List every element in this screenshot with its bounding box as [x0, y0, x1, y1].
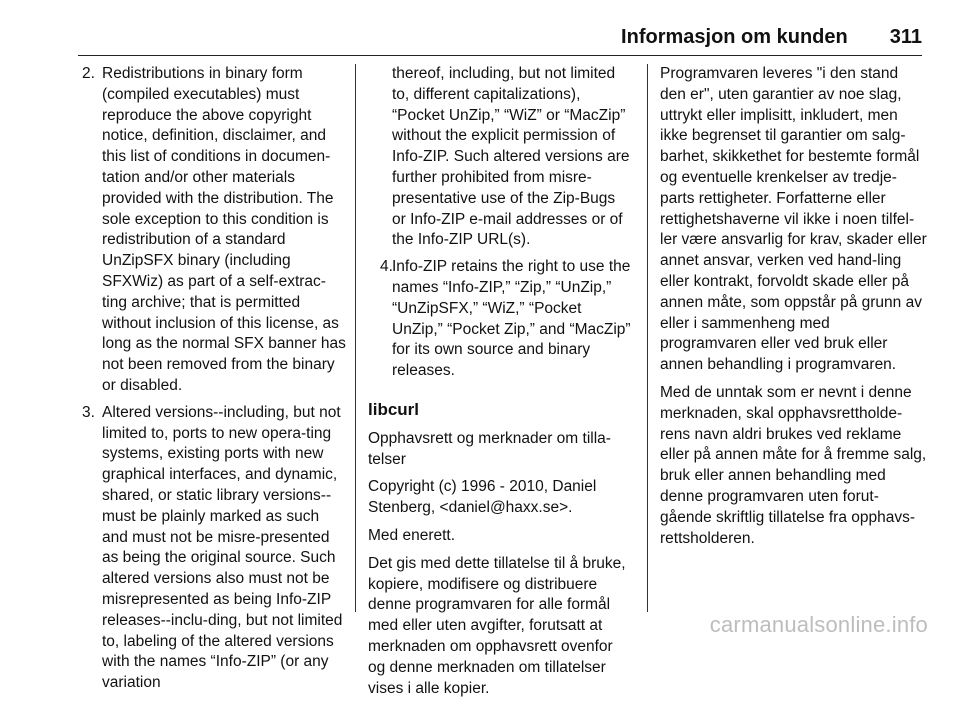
page-title: Informasjon om kunden [621, 25, 848, 48]
watermark: carmanualsonline.info [709, 612, 928, 637]
column-2 [368, 64, 633, 706]
page-header [355, 24, 922, 50]
column-divider-1 [355, 64, 356, 612]
list-item-3-continued: thereof, including, but not limited to, different capitalizations), “Pocket UnZip,” “WiZ” or “MacZip” without the explicit permission of Info-ZIP. Such altered versions are further prohibited from misre-presentative use of the Zip-Bugs or Info-ZIP e-mail addresses or of the Info-ZIP URL(s). [392, 65, 630, 249]
list-item-text: Redistributions in binary form (compiled executables) must reproduce the above copyright notice, definition, disclaimer, and this list of conditions in documen-tation and/or other materials provided with the distribution. The sole exception to this condition is redistribution of a standard UnZipSFX binary (including SFXWiz) as part of a self-extrac-ting archive; that is permitted without inclusion of this license, as long as the normal SFX banner has not been removed from the binary or disabled. [102, 65, 346, 394]
list-number: 3. [82, 403, 95, 421]
paragraph: Opphavsrett og merknader om tilla-telser [368, 429, 611, 468]
paragraph: Copyright (c) 1996 - 2010, Daniel Stenberg, <daniel@haxx.se>. [368, 478, 597, 517]
list-item-3 [78, 403, 346, 694]
list-item-4 [368, 257, 633, 382]
column-1 [78, 64, 346, 694]
header-rule [78, 55, 922, 56]
page-number: 311 [889, 25, 922, 48]
paragraph: Programvaren leveres "i den stand den er", uten garantier av noe slag, uttrykt eller implisitt, inkludert, men ikke begrenset til garantier om salg-barhet, skikkethet for bestemte formål og eventuelle krenkelser av tredje-parts rettigheter. Forfatterne eller rettighetshaverne vil ikke i noen tilfel-ler være ansvarlig for krav, skader eller annet ansvar, verken ved hand-ling eller kontrakt, forvoldt skade eller på annen måte, som oppstår på grunn av eller i sammenheng med programvaren eller ved bruk eller annen behandling i programvaren. [660, 65, 927, 374]
paragraph: Det gis med dette tillatelse til å bruke, kopiere, modifisere og distribuere denne programvaren for alle formål med eller uten avgifter, forutsatt at merknaden om opphavsrett ovenfor og denne merknaden om tillatelser vises i alle kopier. [368, 554, 626, 697]
column-divider-2 [647, 64, 648, 612]
section-heading: libcurl [368, 399, 420, 419]
list-item-text: Altered versions--including, but not limited to, ports to new opera-ting systems, existing ports with new graphical interfaces, and dynamic, shared, or static library versions--must be plainly marked as such and must not be misre-presented as being the original source. Such altered versions also must not be misrepresented as being Info-ZIP releases--inclu-ding, but not limited to, labeling of the altered versions with the names “Info-ZIP” (or any variation [102, 403, 343, 692]
list-number: 4. [380, 258, 393, 276]
paragraph: Med enerett. [368, 526, 456, 544]
list-number: 2. [82, 65, 95, 82]
column-3 [660, 64, 928, 556]
list-item-text: Info-ZIP retains the right to use the names “Info-ZIP,” “Zip,” “UnZip,” “UnZipSFX,” “WiZ,” “Pocket UnZip,” “Pocket Zip,” and “MacZip” for its own source and binary releases. [392, 258, 631, 380]
list-item-2 [78, 64, 346, 397]
paragraph: Med de unntak som er nevnt i denne merknaden, skal opphavsrettholde-rens navn aldri brukes ved reklame eller på annen måte for å fremme salg, bruk eller annen behandling med denne programvaren uten forut-gående skriftlig tillatelse fra opphavs-rettsholderen. [660, 383, 927, 547]
